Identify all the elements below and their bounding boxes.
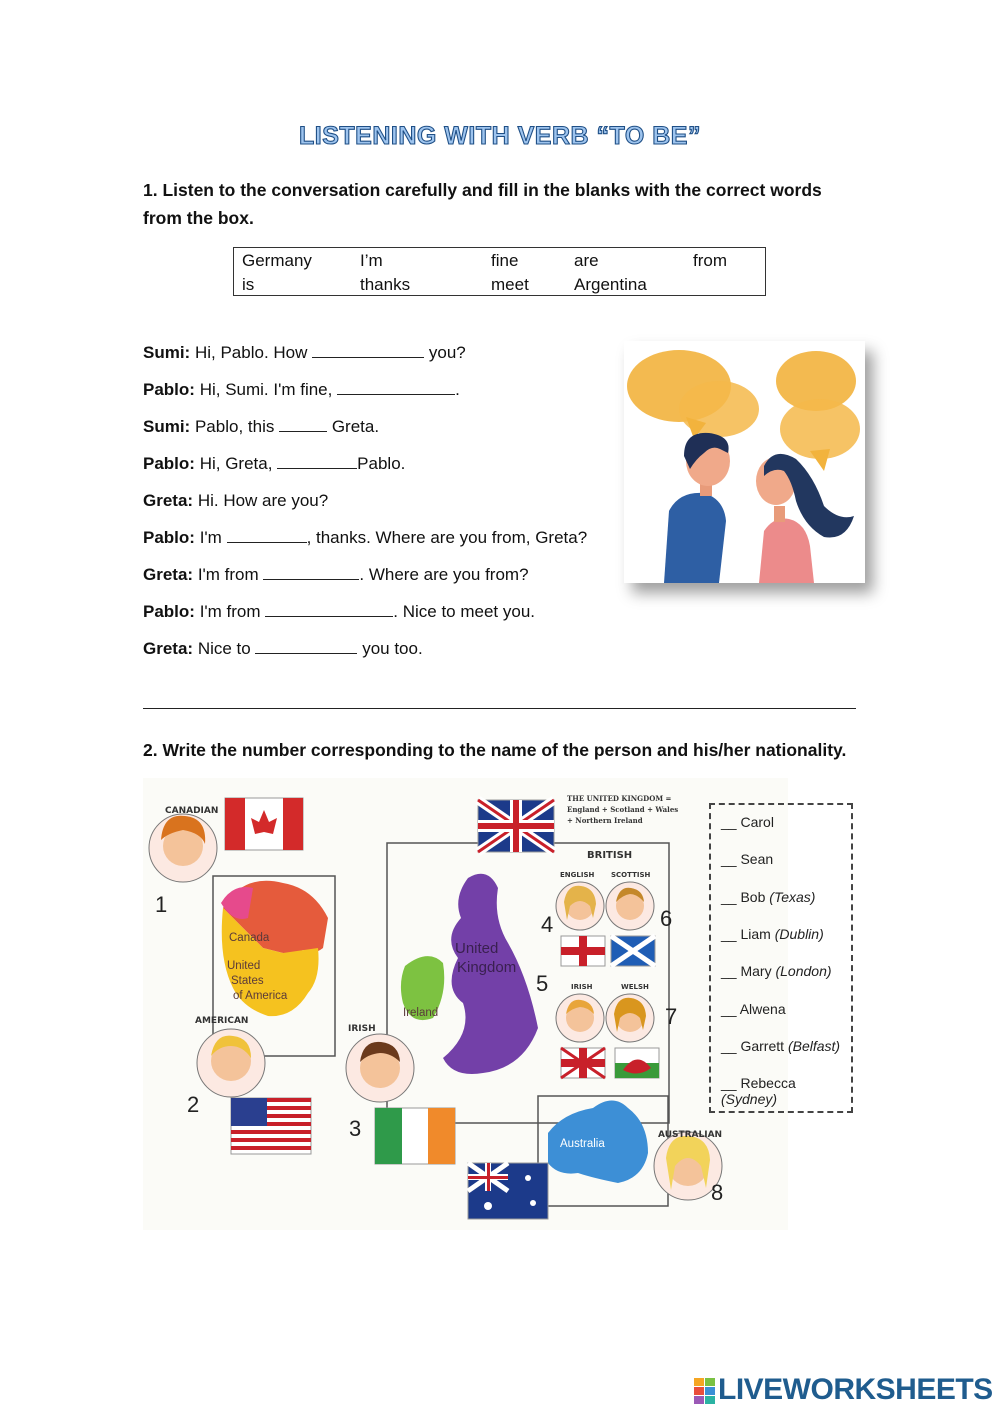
name-item[interactable] bbox=[721, 926, 824, 942]
name-item[interactable] bbox=[721, 963, 832, 979]
dialogue-text: . Where are you from? bbox=[359, 565, 529, 584]
liveworksheets-logo-icon bbox=[694, 1378, 716, 1404]
word-box-item: thanks bbox=[360, 275, 411, 294]
label-english: ENGLISH bbox=[560, 871, 595, 879]
map-label-usa: of America bbox=[233, 990, 288, 1002]
speaker-name: Sumi: bbox=[143, 417, 191, 436]
map-label-uk: United bbox=[455, 940, 499, 957]
answer-blank[interactable] bbox=[337, 380, 455, 395]
word-box-item: meet bbox=[491, 275, 529, 294]
answer-blank[interactable] bbox=[277, 454, 357, 469]
word-box-item: from bbox=[693, 251, 727, 270]
dialogue-line bbox=[143, 491, 328, 511]
dialogue-text: , thanks. Where are you from, Greta? bbox=[306, 528, 588, 547]
word-box-item: are bbox=[574, 251, 599, 270]
person-city: (Sydney) bbox=[721, 1091, 778, 1107]
dialogue-text: you? bbox=[428, 343, 466, 362]
label-scottish: SCOTTISH bbox=[611, 871, 651, 879]
dialogue-text: Hi, Sumi. I'm fine, bbox=[199, 380, 333, 399]
person-city: (Belfast) bbox=[787, 1038, 841, 1054]
person-number: 5 bbox=[536, 971, 549, 996]
person-city: (Texas) bbox=[769, 889, 816, 905]
answer-blank[interactable]: __ bbox=[721, 889, 737, 905]
dialogue-text: Pablo, this bbox=[194, 417, 275, 436]
word-box-item: Germany bbox=[242, 251, 312, 270]
worksheet-title: LISTENING WITH VERB “TO BE” bbox=[299, 122, 701, 150]
word-box-item: fine bbox=[491, 251, 519, 270]
speaker-name: Pablo: bbox=[143, 602, 195, 621]
map-label-usa: States bbox=[231, 975, 264, 987]
label-irish-small: IRISH bbox=[571, 983, 593, 991]
person-number: 6 bbox=[660, 906, 673, 931]
dialogue-line bbox=[143, 343, 466, 363]
label-canadian: CANADIAN bbox=[165, 806, 219, 816]
speaker-name: Pablo: bbox=[143, 528, 195, 547]
dialogue-text: Hi, Greta, bbox=[199, 454, 273, 473]
label-australian: AUSTRALIAN bbox=[658, 1130, 723, 1140]
exercise2-instruction: 2. Write the number corresponding to the name of the person and his/her nationality. bbox=[143, 740, 847, 760]
speaker-name: Greta: bbox=[143, 639, 194, 658]
name-item[interactable] bbox=[721, 1075, 851, 1107]
answer-blank[interactable]: __ bbox=[721, 814, 737, 830]
dialogue-line bbox=[143, 565, 529, 585]
map-label-australia: Australia bbox=[560, 1138, 605, 1150]
word-box-item: is bbox=[242, 275, 255, 294]
uk-note-line2: England + Scotland + Wales bbox=[567, 805, 679, 814]
label-irish: IRISH bbox=[348, 1024, 376, 1034]
person-name: Mary bbox=[740, 963, 772, 979]
label-american: AMERICAN bbox=[195, 1016, 249, 1026]
flag-canada bbox=[225, 798, 303, 850]
person-city: (Dublin) bbox=[774, 926, 824, 942]
person-number: 3 bbox=[349, 1116, 362, 1141]
answer-blank[interactable] bbox=[279, 417, 327, 432]
dialogue-text: Hi, Pablo. How bbox=[194, 343, 308, 362]
person-city: (London) bbox=[775, 963, 832, 979]
map-label-uk: Kingdom bbox=[457, 959, 517, 976]
person-number: 4 bbox=[541, 912, 554, 937]
uk-note-line3: + Northern Ireland bbox=[567, 816, 643, 825]
word-box bbox=[233, 247, 766, 296]
dialogue-text: I'm from bbox=[197, 565, 259, 584]
person-number: 8 bbox=[711, 1180, 724, 1205]
name-item[interactable] bbox=[721, 851, 773, 867]
person-number: 1 bbox=[155, 892, 168, 917]
dialogue-text: Nice to bbox=[197, 639, 251, 658]
person-name: Alwena bbox=[739, 1001, 786, 1017]
uk-note-line1: THE UNITED KINGDOM = bbox=[567, 794, 672, 803]
answer-blank[interactable] bbox=[312, 343, 424, 358]
person-name: Bob bbox=[740, 889, 766, 905]
speaker-name: Sumi: bbox=[143, 343, 191, 362]
name-item[interactable] bbox=[721, 814, 774, 830]
name-item[interactable] bbox=[721, 1001, 786, 1017]
person-name: Carol bbox=[740, 814, 774, 830]
speaker-name: Greta: bbox=[143, 565, 194, 584]
answer-blank[interactable]: __ bbox=[721, 926, 737, 942]
dialogue-text: I'm from bbox=[199, 602, 261, 621]
liveworksheets-brand[interactable]: LIVEWORKSHEETS bbox=[718, 1373, 993, 1406]
person-name: Liam bbox=[740, 926, 771, 942]
two-people-talking-icon bbox=[624, 341, 865, 583]
answer-blank[interactable] bbox=[255, 639, 357, 654]
dialogue-line bbox=[143, 602, 535, 622]
speaker-name: Greta: bbox=[143, 491, 194, 510]
dialogue-text: Hi. How are you? bbox=[197, 491, 329, 510]
exercise1-instruction-line2: from the box. bbox=[143, 208, 254, 228]
label-british: BRITISH bbox=[587, 850, 633, 861]
map-label-usa: United bbox=[227, 960, 261, 972]
map-label-ireland: Ireland bbox=[403, 1007, 439, 1019]
nationalities-illustration bbox=[143, 778, 788, 1230]
word-box-item: Argentina bbox=[574, 275, 647, 294]
dialogue-text: . Nice to meet you. bbox=[393, 602, 536, 621]
dialogue-line bbox=[143, 528, 587, 548]
dialogue-text: you too. bbox=[362, 639, 423, 658]
name-item[interactable] bbox=[721, 1038, 840, 1054]
answer-blank[interactable]: __ bbox=[721, 963, 737, 979]
answer-blank[interactable]: __ bbox=[721, 1075, 737, 1091]
person-name: Rebecca bbox=[740, 1075, 796, 1091]
dialogue-text: I'm bbox=[199, 528, 222, 547]
name-item[interactable] bbox=[721, 889, 815, 905]
dialogue-text: Pablo. bbox=[357, 454, 406, 473]
label-welsh: WELSH bbox=[621, 983, 649, 991]
dialogue-text: Greta. bbox=[331, 417, 380, 436]
speaker-name: Pablo: bbox=[143, 380, 195, 399]
person-name: Garrett bbox=[740, 1038, 785, 1054]
person-name: Sean bbox=[740, 851, 774, 867]
answer-blank[interactable] bbox=[265, 602, 393, 617]
answer-blank[interactable]: __ bbox=[721, 1038, 737, 1054]
map-label-canada: Canada bbox=[229, 932, 270, 944]
dialogue-line bbox=[143, 417, 379, 437]
dialogue-line bbox=[143, 380, 460, 400]
dialogue-line bbox=[143, 639, 423, 659]
nationalities-map-icon bbox=[143, 778, 788, 1230]
dialogue-line bbox=[143, 454, 405, 474]
word-box-item: I’m bbox=[360, 251, 383, 270]
person-number: 2 bbox=[187, 1092, 200, 1117]
section-divider bbox=[143, 708, 856, 709]
dialogue-text: . bbox=[455, 380, 460, 399]
answer-blank[interactable]: __ bbox=[721, 851, 737, 867]
answer-blank[interactable]: __ bbox=[721, 1001, 737, 1017]
speaker-name: Pablo: bbox=[143, 454, 195, 473]
names-box bbox=[709, 803, 853, 1113]
answer-blank[interactable] bbox=[263, 565, 359, 580]
exercise1-instruction-line1: 1. Listen to the conversation carefully and fill in the blanks with the correct words bbox=[143, 180, 822, 200]
answer-blank[interactable] bbox=[227, 528, 307, 543]
conversation-illustration bbox=[624, 341, 865, 583]
person-number: 7 bbox=[665, 1004, 678, 1029]
